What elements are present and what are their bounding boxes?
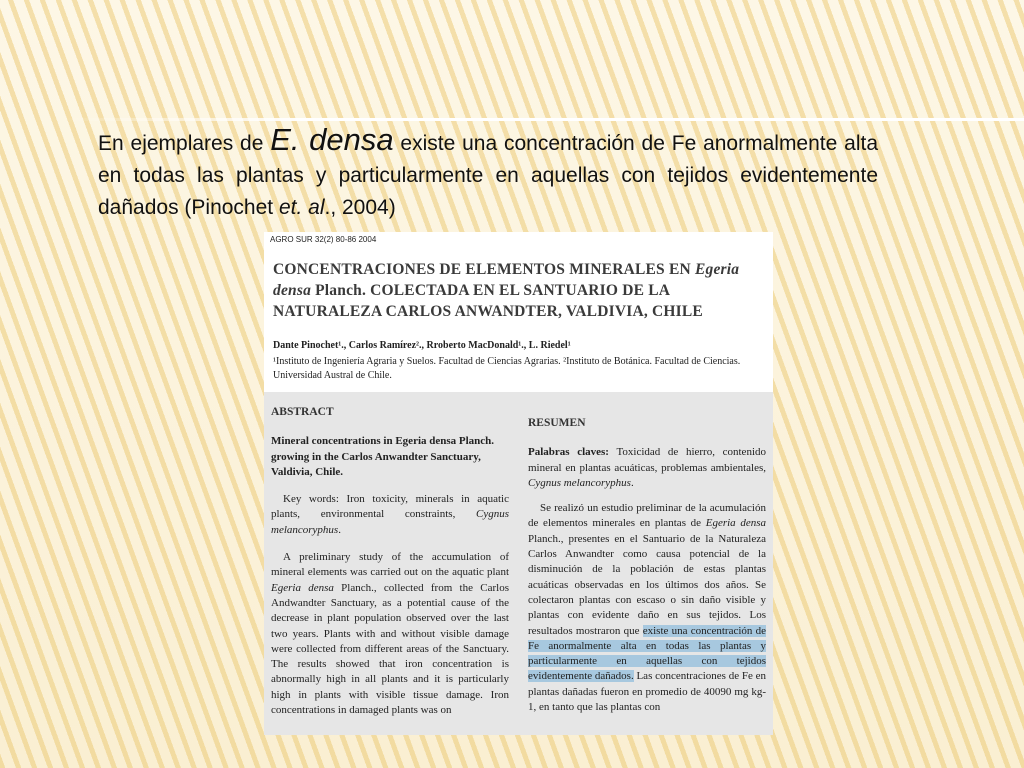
slide-text-part: existe una concentración de Fe anormalmente alta en todas las plantas y particularmente en aquellas con tejidos evidentemente dañados (Pinochet <box>98 132 878 219</box>
resumen-heading: RESUMEN <box>528 417 586 429</box>
slide-etal: et. al <box>278 196 325 219</box>
slide-text-part: En ejemplares de <box>98 132 271 155</box>
abstract-heading: ABSTRACT <box>271 406 334 418</box>
journal-reference: AGRO SUR 32(2) 80-86 2004 <box>270 235 377 244</box>
article-title: CONCENTRACIONES DE ELEMENTOS MINERALES EN Egeria densa Planch. COLECTADA EN EL SANTUARIO DE LA NATURALEZA CARLOS ANWANDTER, VALDIVIA, CHILE <box>273 261 740 320</box>
slide-text-part: ., 2004) <box>324 196 396 219</box>
article-authors: Dante Pinochet¹., Carlos Ramírez²., Rroberto MacDonald¹., L. Riedel¹ <box>273 340 571 351</box>
slide-text <box>98 124 878 224</box>
resumen-paragraph: Se realizó un estudio preliminar de la acumulación de elementos minerales en plantas de Egeria densa Planch., presentes en el Santuario de la Naturaleza Carlos Anwandter como causa potencial de la disminución de la población de estas plantas acuáticas observadas en los últimos dos años. Se colectaron plantas con escaso o sin daño visible y plantas con evidente daño en sus tejidos. Los resultados mostraron que existe una concentración de Fe anormalmente alta en todas las plantas y particularmente en aquellas con tejidos evidentemente dañados. Las concentraciones de Fe en plantas dañadas fueron en promedio de 40090 mg kg-1, en tanto que las plantas con <box>528 502 767 714</box>
resumen-column <box>528 416 766 715</box>
abstract-column <box>271 405 509 718</box>
article-header-area <box>264 232 773 392</box>
article-affiliation: ¹Instituto de Ingeniería Agraria y Suelos. Facultad de Ciencias Agrarias. ²Instituto de Botánica. Facultad de Ciencias. Universidad Austral de Chile. <box>273 356 741 381</box>
decorative-top-line <box>64 118 1024 121</box>
slide-species-name: E. densa <box>270 122 394 157</box>
abstract-paragraph: A preliminary study of the accumulation of mineral elements was carried out on the aquatic plant Egeria densa Planch., collected from the Carlos Andwandter Sanctuary, as a potential cause of the decrease in plant population observed over the last two years. Plants with and without visible damage were collected from different areas of the Sanctuary. The results showed that iron concentration is abnormally high in all plants and it is particularly high in plants with visible tissue damage. Iron concentrations in damaged plants was on <box>271 551 509 717</box>
highlighted-finding: existe una concentración de Fe anormalmente alta en todas las plantas y particularmente en aquellas con tejidos evidentemente dañados. <box>528 624 766 683</box>
abstract-keywords: Key words: Iron toxicity, minerals in aquatic plants, environmental constraints, Cygnus melancoryphus. <box>271 493 509 536</box>
abstract-subtitle: Mineral concentrations in Egeria densa Planch. growing in the Carlos Anwandter Sanctuary, Valdivia, Chile. <box>271 435 495 478</box>
article-image <box>264 232 773 735</box>
resumen-keywords: Palabras claves: Toxicidad de hierro, contenido mineral en plantas acuáticas, problemas ambientales, Cygnus melancoryphus. <box>528 446 767 489</box>
